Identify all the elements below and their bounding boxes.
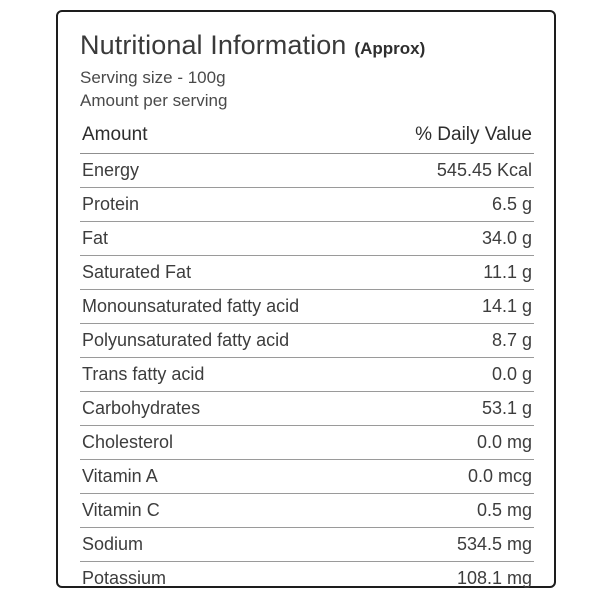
- table-row: [80, 357, 534, 391]
- table-row: [80, 527, 534, 561]
- table-row: [80, 425, 534, 459]
- nutrient-value: 534.5 mg: [374, 527, 534, 561]
- label-title-row: [80, 30, 534, 61]
- table-row: [80, 187, 534, 221]
- nutrient-name: Sodium: [80, 527, 374, 561]
- nutrient-value: 0.0 mg: [374, 425, 534, 459]
- nutrient-name: Protein: [80, 187, 374, 221]
- table-row: [80, 289, 534, 323]
- nutrient-value: 6.5 g: [374, 187, 534, 221]
- nutrient-name: Polyunsaturated fatty acid: [80, 323, 374, 357]
- nutrient-name: Vitamin A: [80, 459, 374, 493]
- table-row: [80, 255, 534, 289]
- nutrient-value: 0.0 mcg: [374, 459, 534, 493]
- table-header-row: [80, 122, 534, 154]
- nutrition-label-panel: [56, 10, 556, 588]
- table-row: [80, 153, 534, 187]
- nutrient-value: 34.0 g: [374, 221, 534, 255]
- table-row: [80, 221, 534, 255]
- nutrient-value: 0.5 mg: [374, 493, 534, 527]
- nutrition-table: [80, 122, 534, 595]
- table-row: [80, 459, 534, 493]
- nutrient-value: 108.1 mg: [456, 567, 532, 588]
- nutrient-name: Energy: [80, 153, 374, 187]
- amount-per-serving-text: Amount per serving: [80, 90, 228, 110]
- page-title: Nutritional Information: [80, 30, 347, 60]
- nutrient-value: 8.7 g: [374, 323, 534, 357]
- table-row: [80, 493, 534, 527]
- nutrient-value: 14.1 g: [374, 289, 534, 323]
- serving-size-text: Serving size - 100g: [80, 68, 226, 87]
- nutrient-name: Fat: [80, 221, 374, 255]
- nutrient-name: Carbohydrates: [80, 391, 374, 425]
- table-row: [80, 323, 534, 357]
- nutrient-name: Cholesterol: [80, 425, 374, 459]
- table-row: [80, 391, 534, 425]
- nutrient-name: Saturated Fat: [80, 255, 374, 289]
- nutrient-name: Potassium: [82, 567, 167, 588]
- nutrient-name: Monounsaturated fatty acid: [80, 289, 374, 323]
- nutrient-value: 53.1 g: [374, 391, 534, 425]
- column-header-amount: Amount: [80, 122, 374, 154]
- title-approx-note: (Approx): [354, 39, 426, 58]
- nutrient-name: Vitamin C: [80, 493, 374, 527]
- table-row: [80, 561, 534, 595]
- nutrient-name: Trans fatty acid: [80, 357, 374, 391]
- column-header-daily-value: % Daily Value: [374, 122, 534, 154]
- nutrient-value: 545.45 Kcal: [374, 153, 534, 187]
- nutrient-value: 11.1 g: [374, 255, 534, 289]
- nutrient-value: 0.0 g: [374, 357, 534, 391]
